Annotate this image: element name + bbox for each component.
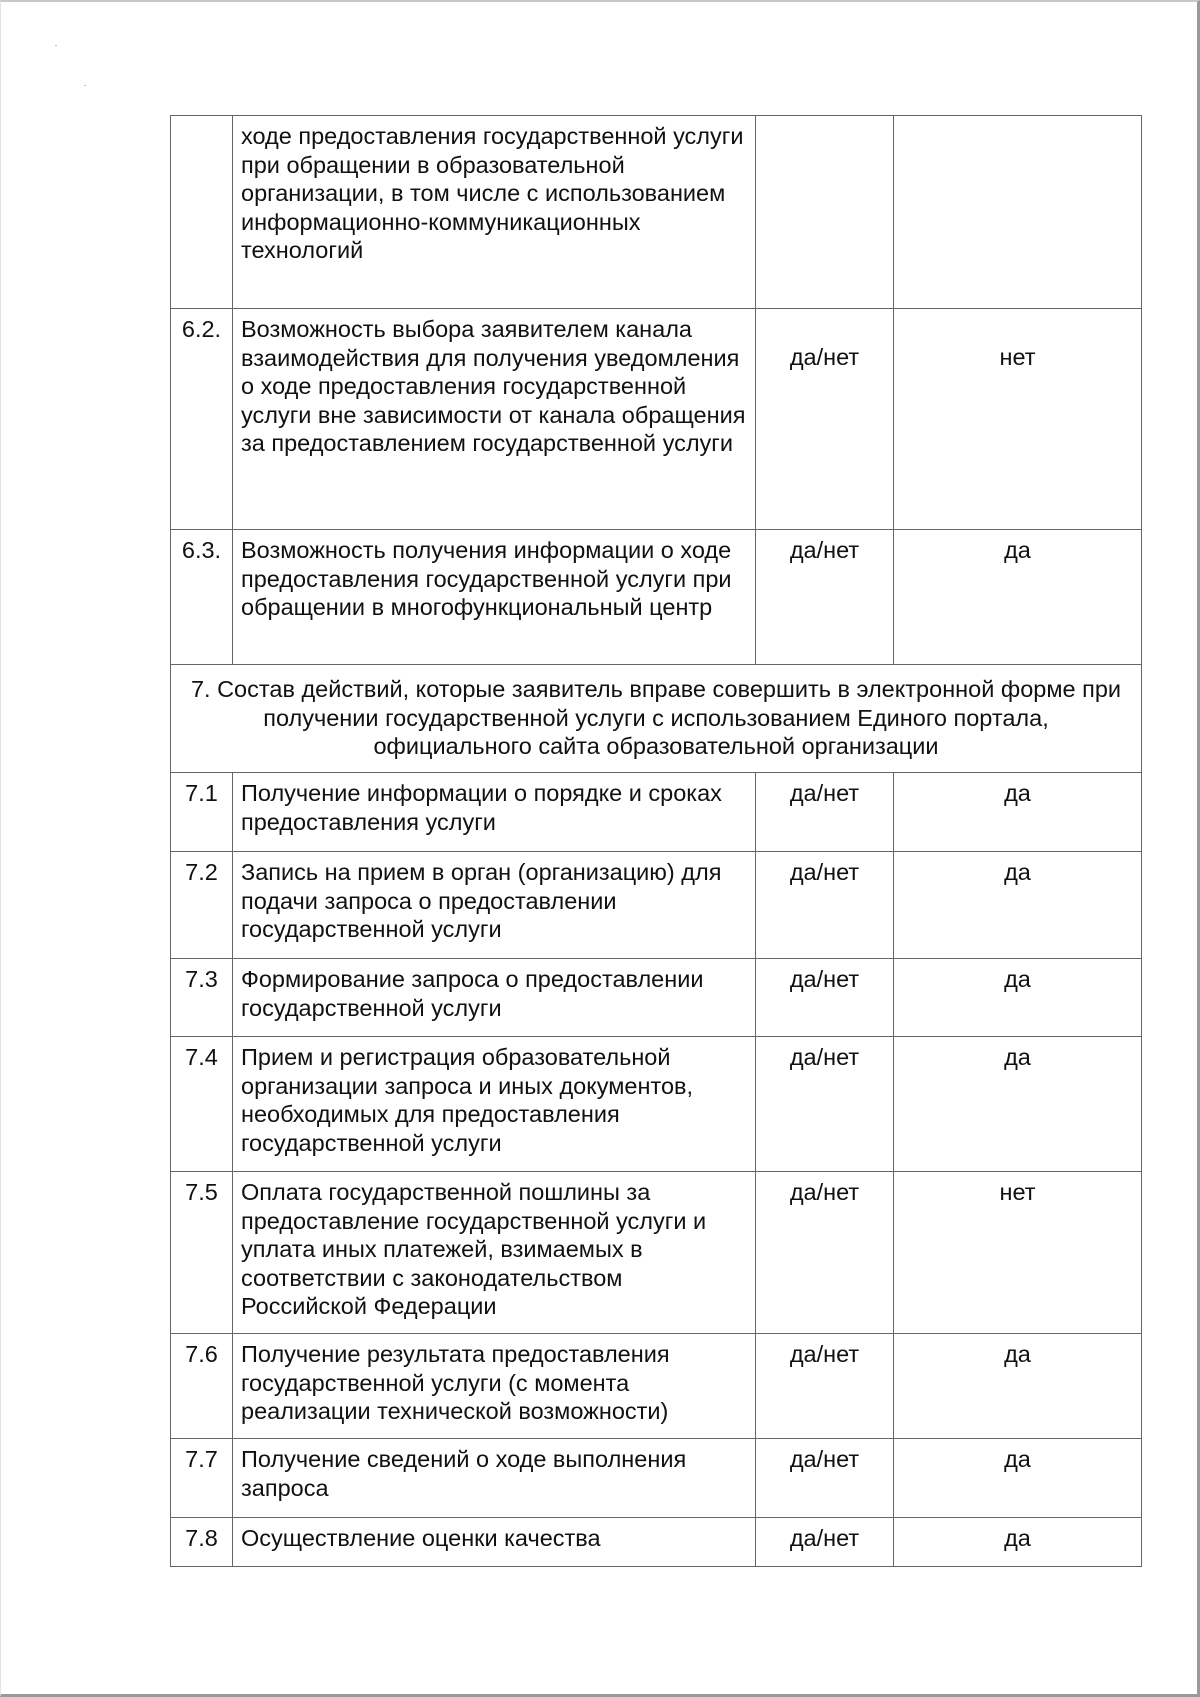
value-cell: да [894, 852, 1142, 959]
row-number: 7.1 [171, 773, 233, 852]
criterion-text: Возможность получения информации о ходе предоставления государственной услуги при обращении в многофункциональный центр [233, 530, 756, 665]
unit-cell [756, 116, 894, 309]
criteria-table [170, 115, 1142, 1567]
section-heading: 7. Состав действий, которые заявитель вправе совершить в электронной форме при получении государственной услуги с использованием Единого портала, официального сайта образовательной организации [171, 665, 1142, 773]
scan-speck [84, 85, 86, 86]
criterion-text: Осуществление оценки качества [233, 1518, 756, 1567]
criterion-text: Получение сведений о ходе выполнения запроса [233, 1439, 756, 1518]
table-row [171, 530, 1142, 665]
unit-cell: да/нет [756, 1439, 894, 1518]
table-row [171, 1037, 1142, 1172]
value-cell: да [894, 1037, 1142, 1172]
table-row [171, 1334, 1142, 1439]
unit-cell: да/нет [756, 530, 894, 665]
value-cell: нет [894, 1172, 1142, 1334]
criterion-text: ходе предоставления государственной услуги при обращении в образовательной организации, в том числе с использованием информационно-коммуникационных технологий [233, 116, 756, 309]
row-number: 7.7 [171, 1439, 233, 1518]
row-number: 6.3. [171, 530, 233, 665]
row-number: 7.3 [171, 959, 233, 1037]
unit-cell: да/нет [756, 852, 894, 959]
table-row [171, 116, 1142, 309]
value-cell: нет [894, 309, 1142, 530]
unit-cell: да/нет [756, 1518, 894, 1567]
table-row [171, 852, 1142, 959]
row-number: 7.6 [171, 1334, 233, 1439]
unit-cell: да/нет [756, 309, 894, 530]
section-heading-row [171, 665, 1142, 773]
table-row [171, 773, 1142, 852]
value-cell: да [894, 773, 1142, 852]
unit-cell: да/нет [756, 1172, 894, 1334]
row-number: 7.2 [171, 852, 233, 959]
table-row [171, 309, 1142, 530]
table-row [171, 1518, 1142, 1567]
criterion-text: Получение результата предоставления государственной услуги (с момента реализации технической возможности) [233, 1334, 756, 1439]
unit-cell: да/нет [756, 959, 894, 1037]
table-row [171, 1172, 1142, 1334]
row-number: 7.4 [171, 1037, 233, 1172]
table-row [171, 959, 1142, 1037]
value-cell: да [894, 1334, 1142, 1439]
row-number [171, 116, 233, 309]
value-cell [894, 116, 1142, 309]
value-cell: да [894, 1439, 1142, 1518]
unit-cell: да/нет [756, 1334, 894, 1439]
value-cell: да [894, 530, 1142, 665]
scan-speck [55, 45, 57, 46]
row-number: 7.5 [171, 1172, 233, 1334]
criterion-text: Возможность выбора заявителем канала взаимодействия для получения уведомления о ходе предоставления государственной услуги вне зависимости от канала обращения за предоставлением государственной услуги [233, 309, 756, 530]
row-number: 6.2. [171, 309, 233, 530]
value-cell: да [894, 1518, 1142, 1567]
criterion-text: Получение информации о порядке и сроках предоставления услуги [233, 773, 756, 852]
criterion-text: Прием и регистрация образовательной организации запроса и иных документов, необходимых для предоставления государственной услуги [233, 1037, 756, 1172]
unit-cell: да/нет [756, 773, 894, 852]
row-number: 7.8 [171, 1518, 233, 1567]
value-cell: да [894, 959, 1142, 1037]
criterion-text: Формирование запроса о предоставлении государственной услуги [233, 959, 756, 1037]
criterion-text: Запись на прием в орган (организацию) для подачи запроса о предоставлении государственной услуги [233, 852, 756, 959]
criterion-text: Оплата государственной пошлины за предоставление государственной услуги и уплата иных платежей, взимаемых в соответствии с законодательством Российской Федерации [233, 1172, 756, 1334]
unit-cell: да/нет [756, 1037, 894, 1172]
table-row [171, 1439, 1142, 1518]
